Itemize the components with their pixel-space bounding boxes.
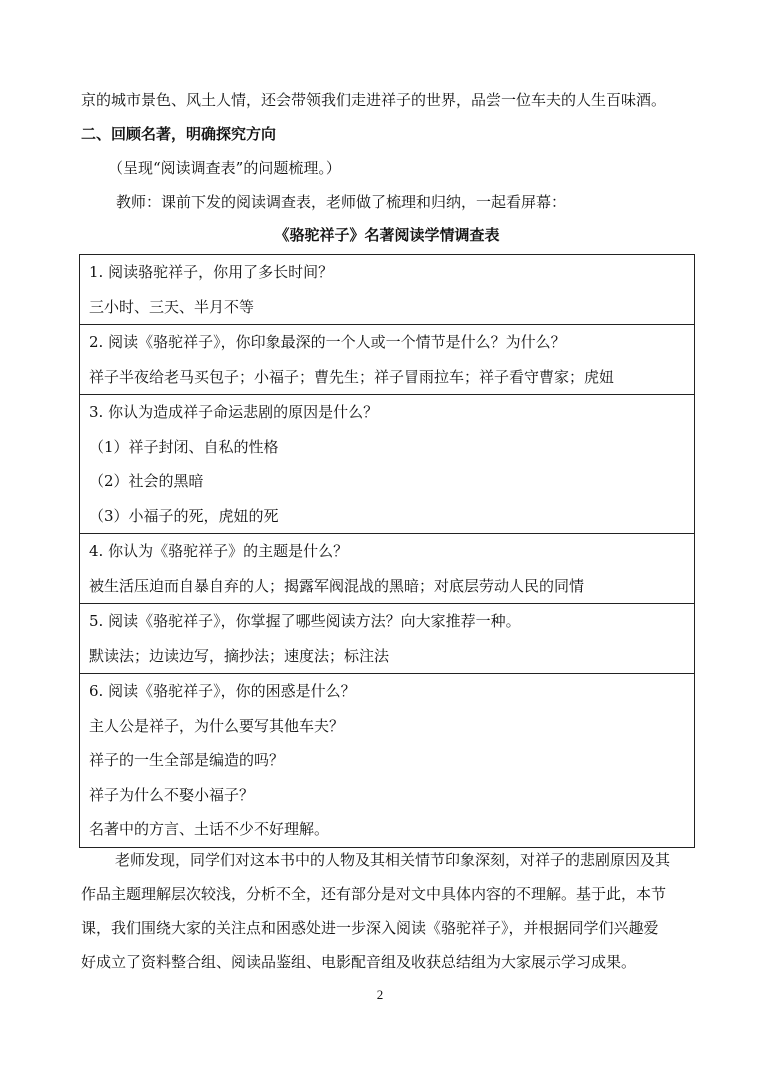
row-question: 6. 阅读《骆驼祥子》，你的困惑是什么？ <box>89 682 356 700</box>
table-cell <box>80 325 695 395</box>
stage-note: （呈现“阅读调查表”的问题梳理。） <box>108 159 341 177</box>
row-question: 2. 阅读《骆驼祥子》，你印象最深的一个人或一个情节是什么？为什么？ <box>89 333 566 351</box>
survey-table <box>79 254 695 848</box>
conclusion-line: 课，我们围绕大家的关注点和困惑处进一步深入阅读《骆驼祥子》，并根据同学们兴趣爱 <box>81 919 659 937</box>
table-row <box>80 325 695 395</box>
row-question: 1. 阅读骆驼祥子，你用了多长时间？ <box>89 263 334 281</box>
page-number: 2 <box>376 987 384 1002</box>
row-answer: 祥子为什么不娶小福子？ <box>89 785 255 804</box>
row-answer: 默读法；边读边写，摘抄法；速度法；标注法 <box>89 646 390 665</box>
row-answer: 祥子半夜给老马买包子；小福子；曹先生；祥子冒雨拉车；祥子看守曹家；虎妞 <box>89 367 615 386</box>
table-cell <box>80 395 695 534</box>
row-question: 3. 你认为造成祥子命运悲剧的原因是什么？ <box>89 403 379 421</box>
conclusion-line: 作品主题理解层次较浅，分析不全，还有部分是对文中具体内容的不理解。基于此，本节 <box>81 885 667 903</box>
row-question: 4. 你认为《骆驼祥子》的主题是什么？ <box>89 542 349 560</box>
teacher-line: 教师：课前下发的阅读调查表，老师做了梳理和归纳，一起看屏幕： <box>116 193 567 211</box>
row-answer: 三小时、三天、半月不等 <box>89 297 255 316</box>
table-row <box>80 255 695 325</box>
table-row <box>80 395 695 534</box>
row-answer: 名著中的方言、土话不少不好理解。 <box>89 820 330 838</box>
intro-continued-line: 京的城市景色、风土人情，还会带领我们走进祥子的世界，品尝一位车夫的人生百味酒。 <box>81 91 667 109</box>
row-answer: 祥子的一生全部是编造的吗？ <box>89 751 285 769</box>
row-answer: （1）祥子封闭、自私的性格 <box>89 437 279 456</box>
table-cell <box>80 255 695 325</box>
row-answer: （2）社会的黑暗 <box>89 472 204 490</box>
row-answer: 主人公是祥子，为什么要写其他车夫？ <box>89 716 345 735</box>
table-cell <box>80 604 695 674</box>
row-question: 5. 阅读《骆驼祥子》，你掌握了哪些阅读方法？向大家推荐一种。 <box>89 612 521 630</box>
conclusion-line: 老师发现，同学们对这本书中的人物及其相关情节印象深刻，对祥子的悲剧原因及其 <box>115 851 671 869</box>
table-title: 《骆驼祥子》名著阅读学情调查表 <box>274 226 500 244</box>
table-row <box>80 604 695 674</box>
row-answer: 被生活压迫而自暴自弃的人；揭露军阀混战的黑暗；对底层劳动人民的同情 <box>89 576 585 595</box>
table-row <box>80 534 695 604</box>
section-heading: 二、回顾名著，明确探究方向 <box>81 125 277 143</box>
row-answer: （3）小福子的死，虎妞的死 <box>89 506 279 525</box>
table-cell <box>80 674 695 848</box>
table-row <box>80 674 695 848</box>
table-cell <box>80 534 695 604</box>
conclusion-line: 好成立了资料整合组、阅读品鉴组、电影配音组及收获总结组为大家展示学习成果。 <box>81 953 637 971</box>
